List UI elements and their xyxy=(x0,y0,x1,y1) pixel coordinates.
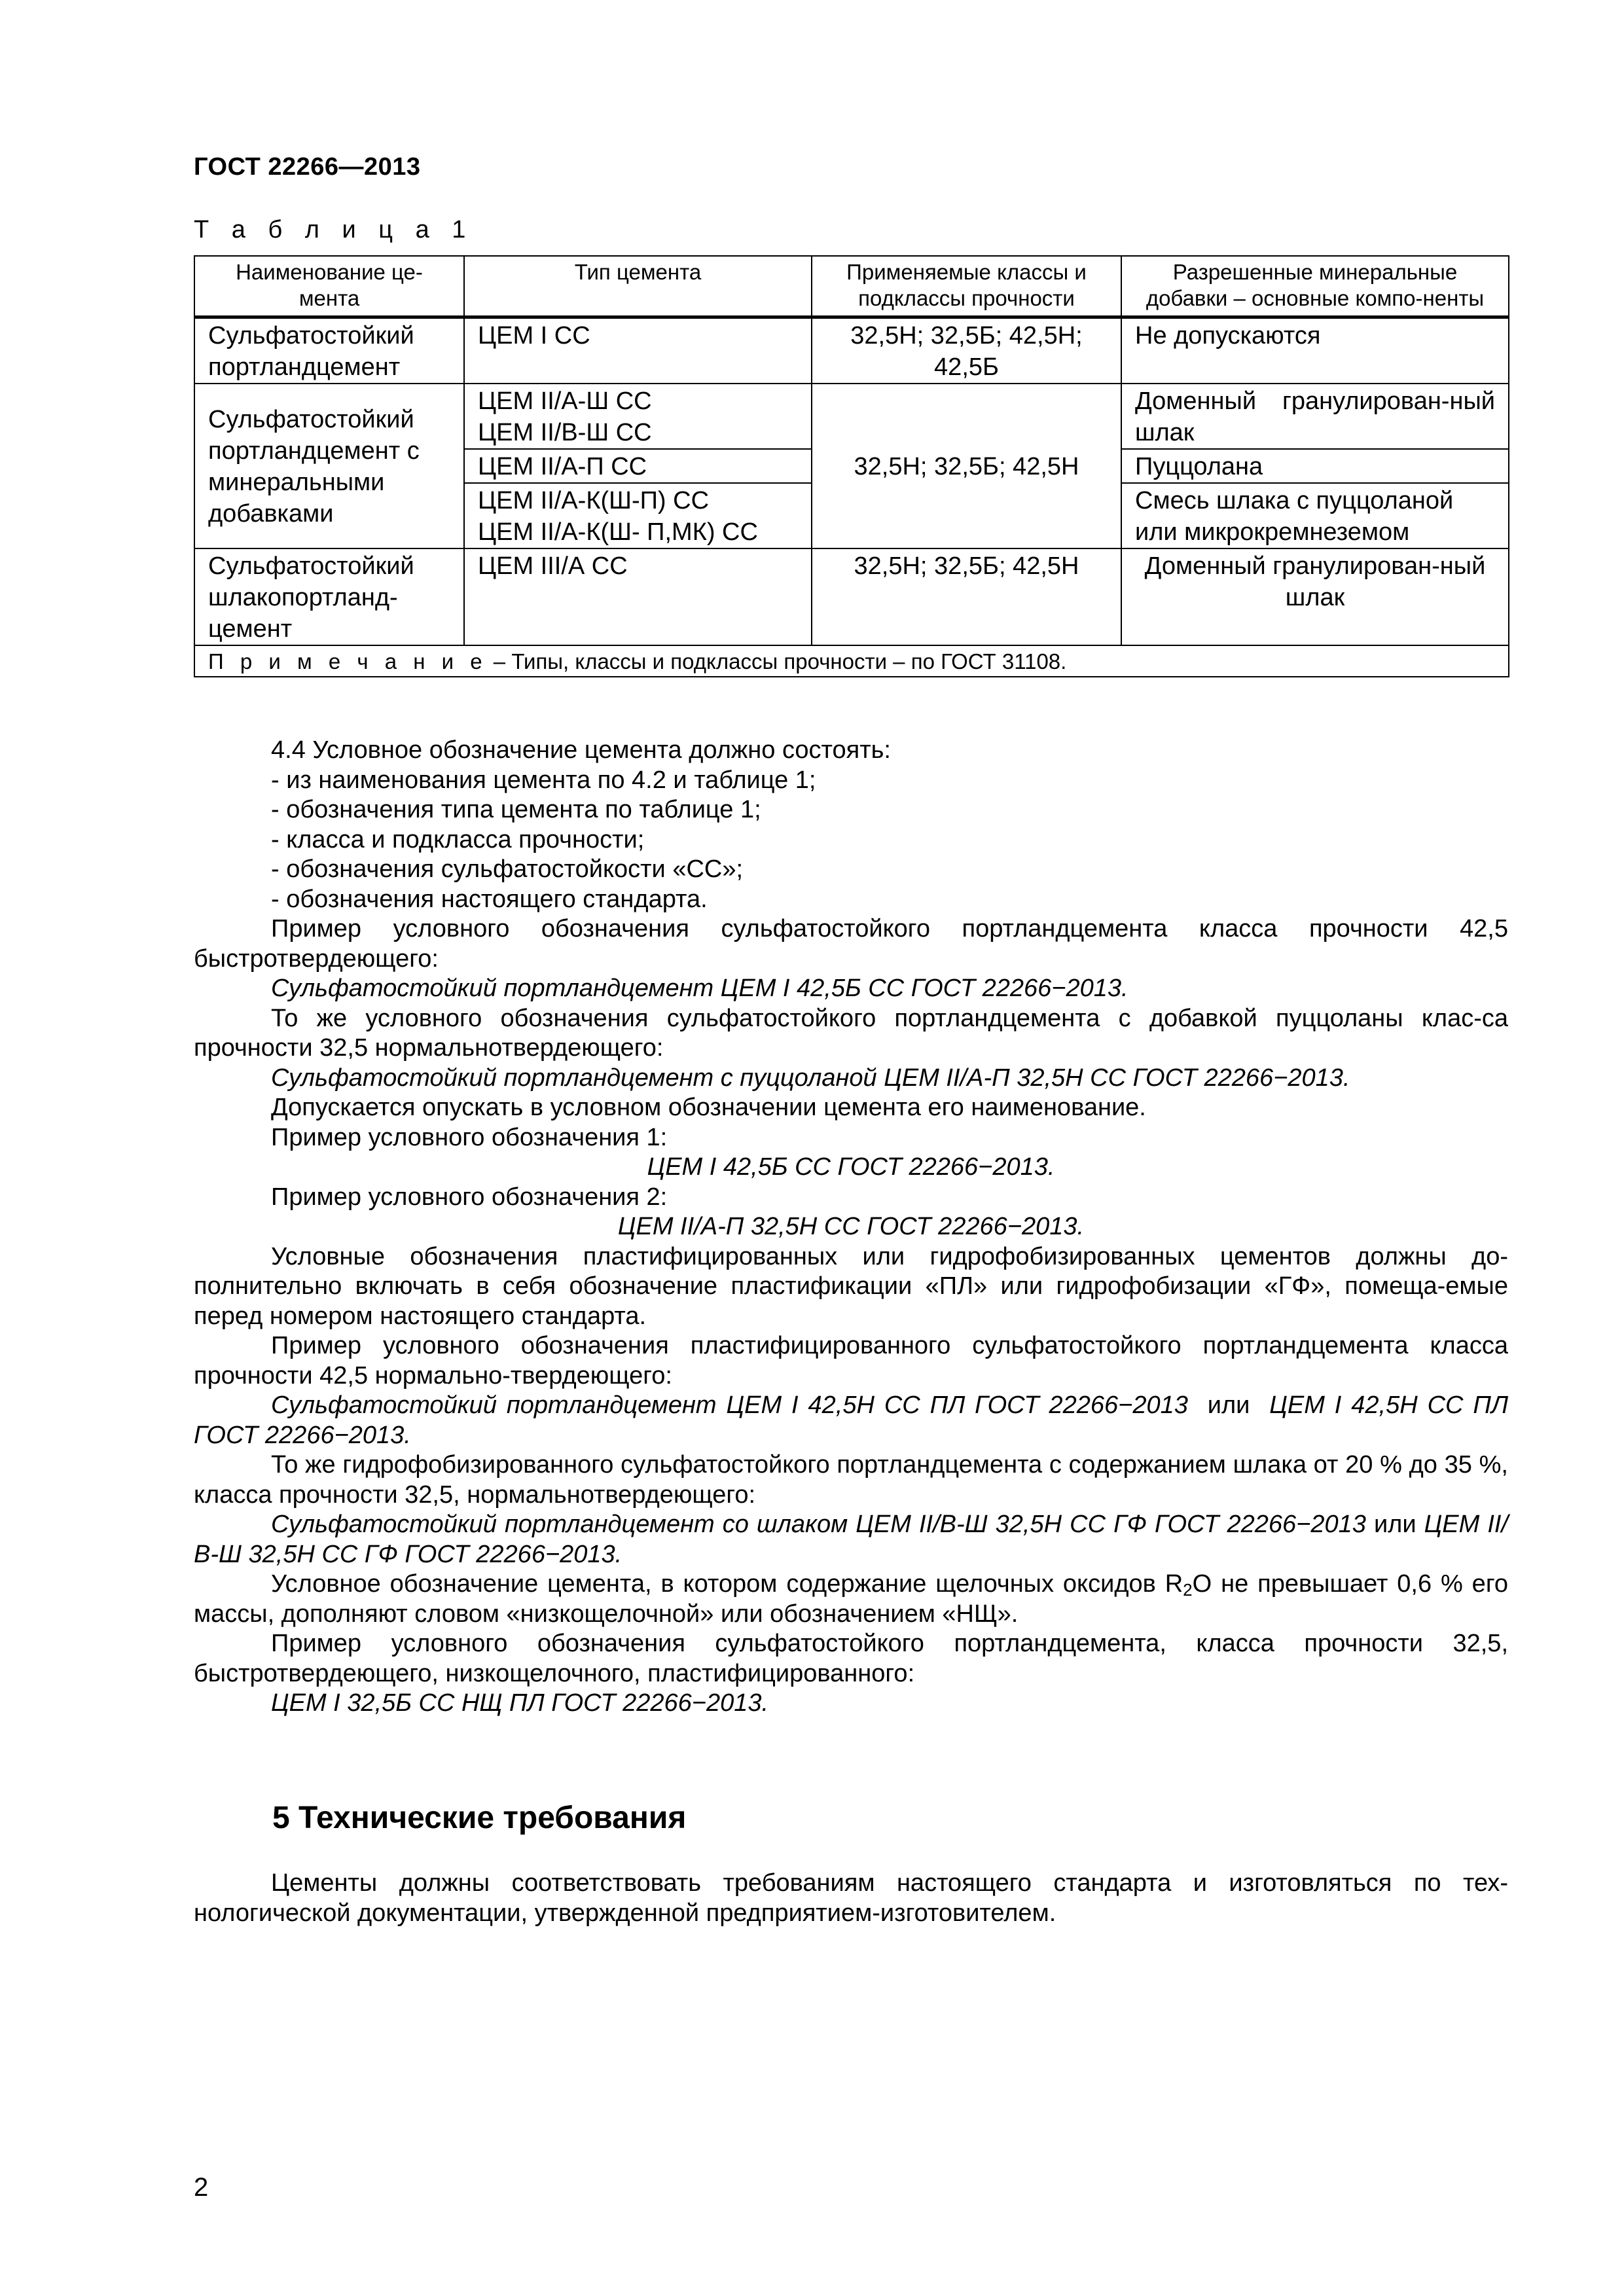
paragraph: Допускается опускать в условном обозначении цемента его наименование. xyxy=(271,1094,1146,1121)
example xyxy=(194,1391,1508,1450)
section-4-4 xyxy=(194,736,1508,1719)
example-text: Сульфатостойкий портландцемент со шлаком ЦЕМ II/В-Ш 32,5Н СС ГФ ГОСТ 22266−2013 xyxy=(271,1511,1366,1538)
cell-type xyxy=(464,483,812,548)
example: ЦЕМ I 32,5Б СС НЩ ПЛ ГОСТ 22266−2013. xyxy=(271,1689,769,1717)
table-row xyxy=(194,548,1509,645)
column-header-type: Тип цемента xyxy=(464,256,812,317)
paragraph: 4.4 Условное обозначение цемента должно состоять: xyxy=(271,736,891,764)
cell-type-line: ЦЕМ II/А-Ш СС xyxy=(478,387,652,415)
list-item: - обозначения типа цемента по таблице 1; xyxy=(271,796,761,823)
paragraph: Пример условного обозначения 1: xyxy=(271,1123,668,1151)
page-number: 2 xyxy=(194,2173,209,2202)
cell-type: ЦЕМ I СС xyxy=(464,317,812,384)
example xyxy=(194,1510,1508,1570)
section-5-body xyxy=(194,1868,1508,1928)
paragraph: То же условного обозначения сульфатостойкого портландцемента с добавкой пуццоланы клас-са прочности 32,5 нормальнотвердеющего: xyxy=(194,1004,1508,1062)
paragraph: То же гидрофобизированного сульфатостойкого портландцемента с содержанием шлака от 20 % до 35 %, класса прочности 32,5, нормальнотвердеющего: xyxy=(194,1451,1508,1509)
cement-table xyxy=(194,255,1509,677)
subscript: 2 xyxy=(1183,1580,1193,1600)
column-header-classes: Применяемые классы и подклассы прочности xyxy=(812,256,1121,317)
list-item: - обозначения сульфатостойкости «СС»; xyxy=(271,855,744,883)
example-text: ЦЕМ II/В-Ш 32,5Н СС ГФ ГОСТ 22266−2013. xyxy=(194,1511,1509,1568)
paragraph-text: Условное обозначение цемента, в котором содержание щелочных оксидов R xyxy=(271,1570,1183,1598)
example: Сульфатостойкий портландцемент ЦЕМ I 42,5Б СС ГОСТ 22266−2013. xyxy=(271,975,1128,1002)
cell-name: Сульфатостойкий портландцемент с минеральными добавками xyxy=(194,384,464,548)
cell-type-line: ЦЕМ II/А-К(Ш- П,МК) СС xyxy=(478,518,758,546)
document-header: ГОСТ 22266—2013 xyxy=(194,153,421,181)
cell-additives: Доменный гранулирован-ный шлак xyxy=(1121,384,1509,449)
cell-classes: 32,5Н; 32,5Б; 42,5Н xyxy=(812,548,1121,645)
column-header-name: Наименование це-мента xyxy=(194,256,464,317)
cell-type-line: ЦЕМ II/В-Ш СС xyxy=(478,419,652,446)
cell-type xyxy=(464,384,812,449)
table-note xyxy=(194,645,1509,677)
cell-name: Сульфатостойкий шлакопортланд-цемент xyxy=(194,548,464,645)
cell-additives: Доменный гранулирован-ный шлак xyxy=(1121,548,1509,645)
list-item: - обозначения настоящего стандарта. xyxy=(271,885,708,913)
column-header-additives: Разрешенные минеральные добавки – основные компо-ненты xyxy=(1121,256,1509,317)
note-text: – Типы, классы и подклассы прочности – по ГОСТ 31108. xyxy=(487,649,1067,673)
table-caption: Т а б л и ц а 1 xyxy=(194,216,474,243)
example-connector: или xyxy=(1373,1511,1424,1538)
section-5-title: 5 Технические требования xyxy=(272,1801,687,1835)
table-row xyxy=(194,317,1509,384)
paragraph: Пример условного обозначения 2: xyxy=(271,1183,668,1211)
list-item: - из наименования цемента по 4.2 и таблице 1; xyxy=(271,766,816,794)
table-row xyxy=(194,384,1509,449)
cell-classes: 32,5Н; 32,5Б; 42,5Н xyxy=(812,384,1121,548)
cell-additives: Пуццолана xyxy=(1121,449,1509,483)
cell-classes: 32,5Н; 32,5Б; 42,5Н; 42,5Б xyxy=(812,317,1121,384)
example-text: ЦЕМ I 42,5Н СС ПЛ ГОСТ 22266−2013. xyxy=(194,1391,1509,1449)
cell-additives: Не допускаются xyxy=(1121,317,1509,384)
cell-name: Сульфатостойкий портландцемент xyxy=(194,317,464,384)
cell-type: ЦЕМ II/А-П СС xyxy=(464,449,812,483)
paragraph: Условные обозначения пластифицированных или гидрофобизированных цементов должны до-полнительно включать в себя обозначение пластификации «ПЛ» или гидрофобизации «ГФ», помеща-емые перед номером настоящего стандарта. xyxy=(194,1242,1508,1330)
example: ЦЕМ I 42,5Б СС ГОСТ 22266−2013. xyxy=(647,1153,1055,1181)
cell-additives: Смесь шлака с пуццоланой или микрокремнеземом xyxy=(1121,483,1509,548)
example-connector: или xyxy=(1187,1391,1270,1419)
example-text: Сульфатостойкий портландцемент ЦЕМ I 42,5Н СС ПЛ ГОСТ 22266−2013 xyxy=(271,1391,1188,1419)
note-label: П р и м е ч а н и е xyxy=(208,649,488,673)
paragraph: Пример условного обозначения сульфатостойкого портландцемента, класса прочности 32,5, быстротвердеющего, низкощелочного, пластифицированного: xyxy=(194,1630,1508,1687)
list-item: - класса и подкласса прочности; xyxy=(271,825,645,853)
paragraph: Пример условного обозначения пластифицированного сульфатостойкого портландцемента класса прочности 42,5 нормально-твердеющего: xyxy=(194,1332,1508,1390)
example: ЦЕМ II/А-П 32,5Н СС ГОСТ 22266−2013. xyxy=(617,1213,1085,1240)
paragraph: Пример условного обозначения сульфатостойкого портландцемента класса прочности 42,5 быстротвердеющего: xyxy=(194,915,1508,973)
cell-type-line: ЦЕМ II/А-К(Ш-П) СС xyxy=(478,487,710,514)
cell-type: ЦЕМ III/А СС xyxy=(464,548,812,645)
paragraph: Цементы должны соответствовать требованиям настоящего стандарта и изготовляться по тех-нологической документации, утвержденной предприятием-изготовителем. xyxy=(194,1869,1508,1927)
table-note-row xyxy=(194,645,1509,677)
example: Сульфатостойкий портландцемент с пуццоланой ЦЕМ II/А-П 32,5Н СС ГОСТ 22266−2013. xyxy=(271,1064,1350,1092)
paragraph-text: O не превышает 0,6 % его массы, дополняют словом «низкощелочной» или обозначением «НЩ». xyxy=(194,1570,1508,1628)
table-header-row xyxy=(194,256,1509,317)
paragraph xyxy=(194,1570,1508,1629)
